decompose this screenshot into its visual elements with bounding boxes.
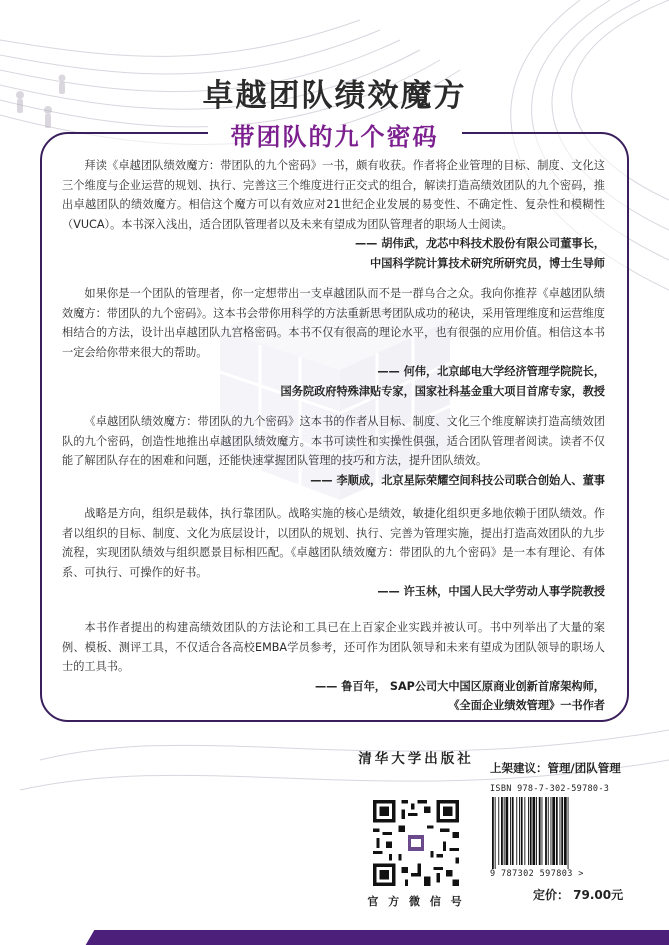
barcode-digits: 9 787302 597803 > xyxy=(490,869,584,879)
review-text: 本书作者提出的构建高绩效团队的方法论和工具已在上百家企业实践并被认可。书中列举出了大量的案例、模板、测评工具，不仅适合各高校EMBA学员参考，还可作为团队领导和未来有望成为团队领导的职场人士的工具书。 xyxy=(62,621,605,674)
review-signature-detail: 《全面企业绩效管理》一书作者 xyxy=(448,699,605,713)
review-2 xyxy=(62,284,605,402)
review-5 xyxy=(62,618,605,716)
review-3 xyxy=(62,412,605,490)
review-signature-detail: 国务院政府特殊津贴专家，国家社科基金重大项目首席专家，教授 xyxy=(280,384,605,398)
review-text: 如果你是一个团队的管理者，你一定想带出一支卓越团队而不是一群乌合之众。我向你推荐《卓越团队绩效魔方：带团队的九个密码》。这本书会带你用科学的方法重新思考团队成功的秘诀，采用管理维度和运营维度相结合的方法，设计出卓越团队九宫格密码。本书不仅有很高的理论水平，也有很强的应用价值。相信这本书一定会给你带来很大的帮助。 xyxy=(62,287,605,359)
wechat-label: 官 方 微 信 号 xyxy=(367,895,465,908)
review-text: 拜读《卓越团队绩效魔方：带团队的九个密码》一书，颇有收获。作者将企业管理的目标、制度、文化这三个维度与企业运营的规划、执行、完善这三个维度进行正交式的组合，解读打造高绩效团队的九个密码，推出卓越团队的绩效魔方。相信这个魔方可以有效应对21世纪企业发展的易变性、不确定性、复杂性和模糊性（VUCA）。本书深入浅出，适合团队管理者以及未来有望成为团队管理者的职场人士阅读。 xyxy=(62,159,605,231)
book-title: 卓越团队绩效魔方 xyxy=(202,78,467,114)
review-text: 战略是方向，组织是载体，执行靠团队。战略实施的核心是绩效，敏捷化组织更多地依赖于团队绩效。作者以组织的目标、制度、文化为底层设计，以团队的规划、执行、完善为管理实施，提出打造高效团队的九步流程，实现团队绩效与组织愿景目标相匹配。《卓越团队绩效魔方：带团队的九个密码》是一本有理论、有体系、可执行、可操作的好书。 xyxy=(62,507,605,579)
review-signature: —— 何伟，北京邮电大学经济管理学院院长， xyxy=(377,365,605,379)
review-1 xyxy=(62,156,605,274)
publisher-name: 清华大学出版社 xyxy=(358,751,474,767)
price-label: 定价： 79.00元 xyxy=(533,888,624,902)
barcode xyxy=(490,797,612,869)
review-4 xyxy=(62,504,605,602)
review-signature-detail: 中国科学院计算技术研究所研究员，博士生导师 xyxy=(370,256,605,270)
review-signature: —— 胡伟武，龙芯中科技术股份有限公司董事长， xyxy=(354,237,605,251)
isbn-text: ISBN 978-7-302-59780-3 xyxy=(490,784,610,794)
bottom-accent-strip xyxy=(86,930,669,945)
review-signature: —— 鲁百年， SAP公司大中国区原商业创新首席架构师， xyxy=(314,679,605,693)
qr-code xyxy=(370,797,462,889)
book-subtitle: 带团队的九个密码 xyxy=(230,123,439,151)
review-signature: —— 李顺成，北京星际荣耀空间科技公司联合创始人、董事 xyxy=(310,473,605,487)
review-signature: —— 许玉林，中国人民大学劳动人事学院教授 xyxy=(377,585,605,599)
shelf-suggestion: 上架建议：管理/团队管理 xyxy=(490,761,621,775)
review-text: 《卓越团队绩效魔方：带团队的九个密码》这本书的作者从目标、制度、文化三个维度解读打造高绩效团队的九个密码，创造性地推出卓越团队绩效魔方。本书可读性和实操性俱强，适合团队管理者阅读。读者不仅能了解团队存在的困难和问题，还能快速掌握团队管理的技巧和方法，提升团队绩效。 xyxy=(62,415,605,468)
